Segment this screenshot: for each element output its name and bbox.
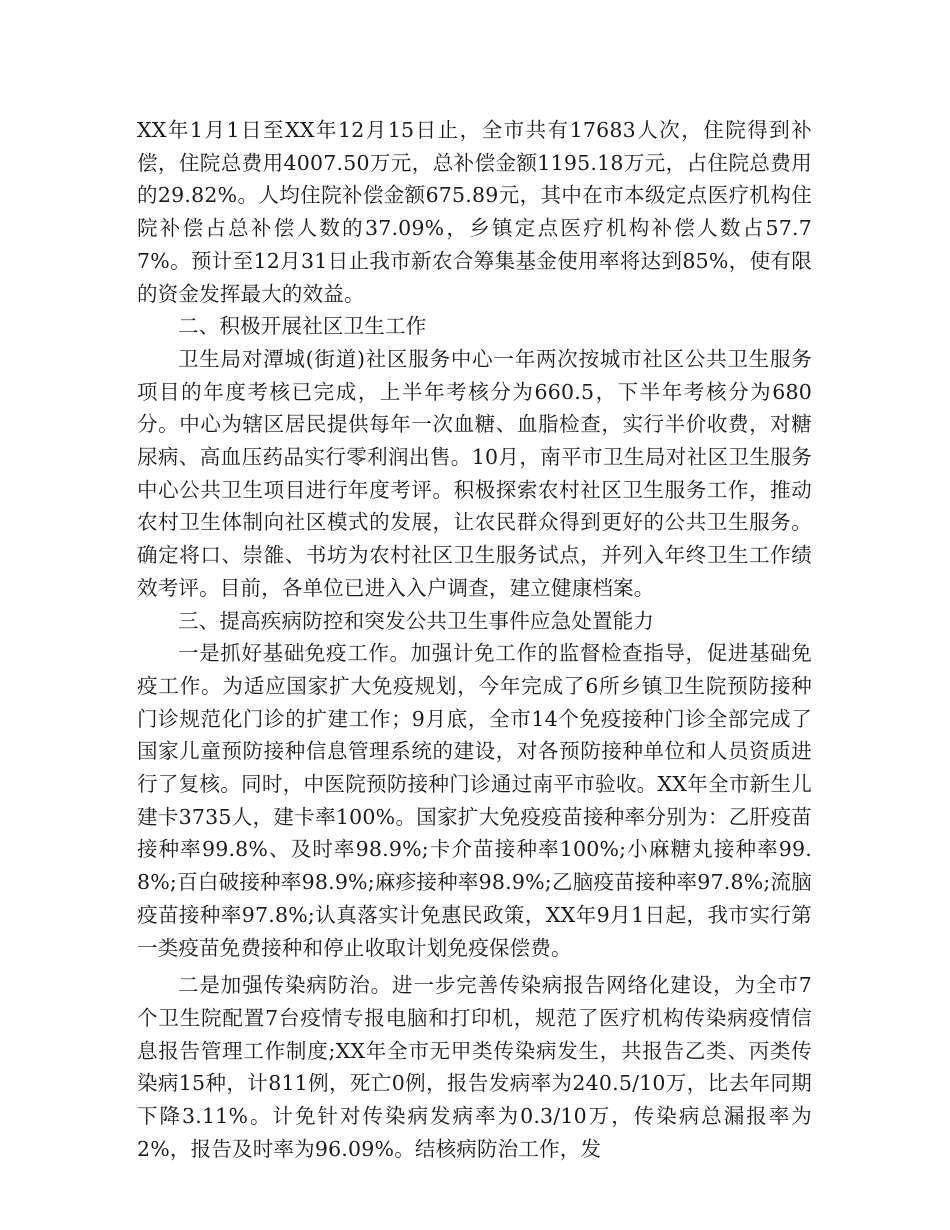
paragraph-infectious-disease: 二是加强传染病防治。进一步完善传染病报告网络化建设，为全市7个卫生院配置7台疫情专报电脑和打印机，规范了医疗机构传染病疫情信息报告管理工作制度;XX年全市无甲类传染病发生，共报告乙类、丙类传染病15种，计811例，死亡0例，报告发病率为240.5/10万，比去年同期下降3.11%。计免针对传染病发病率为0.3/10万，传染病总漏报率为2%，报告及时率为96.09%。结核病防治工作，发 bbox=[137, 973, 812, 1161]
paragraph-insurance-compensation: XX年1月1日至XX年12月15日止，全市共有17683人次，住院得到补偿，住院总费用4007.50万元，总补偿金额1195.18万元，占住院总费用的29.82%。人均住院补偿金额675.89元，其中在市本级定点医疗机构住院补偿占总补偿人数的37.09%，乡镇定点医疗机构补偿人数占57.77%。预计至12月31日止我市新农合筹集基金使用率将达到85%，使有限的资金发挥最大的效益。 bbox=[137, 118, 812, 306]
section-heading-disease-prevention: 三、提高疾病防控和突发公共卫生事件应急处置能力 bbox=[178, 608, 655, 633]
document-body bbox=[137, 114, 812, 1166]
paragraph-basic-immunization: 一是抓好基础免疫工作。加强计免工作的监督检查指导，促进基础免疫工作。为适应国家扩大免疫规划，今年完成了6所乡镇卫生院预防接种门诊规范化门诊的扩建工作；9月底，全市14个免疫接种门诊全部完成了国家儿童预防接种信息管理系统的建设，对各预防接种单位和人员资质进行了复核。同时，中医院预防接种门诊通过南平市验收。XX年全市新生儿建卡3735人，建卡率100%。国家扩大免疫疫苗接种率分别为：乙肝疫苗接种率99.8%、及时率98.9%;卡介苗接种率100%;小麻糖丸接种率99.8%;百白破接种率98.9%;麻疹接种率98.9%;乙脑疫苗接种率97.8%;流脑疫苗接种率97.8%;认真落实计免惠民政策，XX年9月1日起，我市实行第一类疫苗免费接种和停止收取计划免疫保偿费。 bbox=[137, 641, 812, 960]
section-heading-community-health: 二、积极开展社区卫生工作 bbox=[178, 314, 427, 339]
paragraph-community-health: 卫生局对潭城(街道)社区服务中心一年两次按城市社区公共卫生服务项目的年度考核已完成，上半年考核分为660.5，下半年考核分为680分。中心为辖区居民提供每年一次血糖、血脂检查，实行半价收费，对糖尿病、高血压药品实行零利润出售。10月，南平市卫生局对社区卫生服务中心公共卫生项目进行年度考评。积极探索农村社区卫生服务工作，推动农村卫生体制向社区模式的发展，让农民群众得到更好的公共卫生服务。确定将口、崇雒、书坊为农村社区卫生服务试点，并列入年终卫生工作绩效考评。目前，各单位已进入入户调查，建立健康档案。 bbox=[137, 346, 812, 600]
